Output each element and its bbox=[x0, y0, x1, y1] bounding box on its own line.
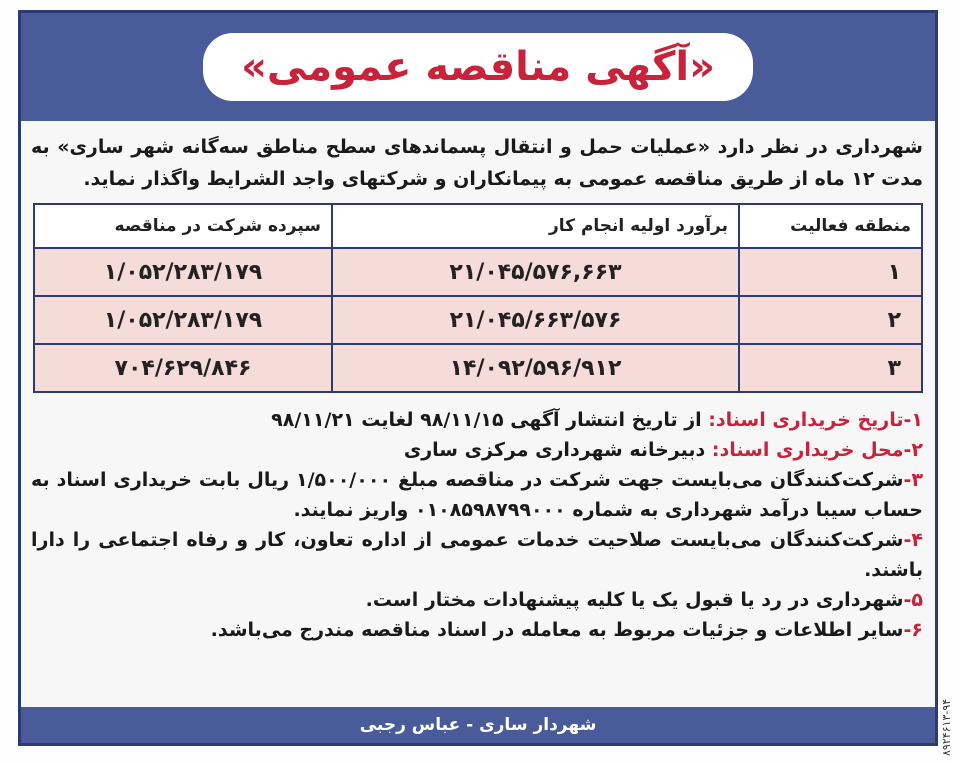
item-text: از تاریخ انتشار آگهی ۹۸/۱۱/۱۵ لغایت ۹۸/۱۱/۲۱ bbox=[271, 409, 702, 431]
item-label: محل خریداری اسناد: bbox=[705, 439, 904, 461]
cell-zone: ۲ bbox=[739, 296, 922, 344]
item-number: ۵- bbox=[903, 589, 923, 611]
ad-code: ۸۹۲۴۶۱۳-۹۴ bbox=[940, 698, 953, 756]
table-header-row bbox=[34, 204, 922, 248]
cell-estimate: ۱۴/۰۹۲/۵۹۶/۹۱۲ bbox=[332, 344, 739, 392]
list-item bbox=[31, 465, 923, 525]
header-estimate: برآورد اولیه انجام کار bbox=[332, 204, 739, 248]
item-text: شهرداری در رد یا قبول یک یا کلیه پیشنهادات مختار است. bbox=[365, 589, 904, 611]
list-item bbox=[31, 615, 923, 645]
item-number: ۶- bbox=[903, 619, 923, 641]
cell-zone: ۱ bbox=[739, 248, 922, 296]
header-banner bbox=[21, 13, 935, 121]
cell-deposit: ۱/۰۵۲/۲۸۳/۱۷۹ bbox=[34, 248, 332, 296]
table-row bbox=[34, 248, 922, 296]
ad-frame bbox=[18, 10, 938, 746]
item-number: ۱- bbox=[903, 409, 923, 431]
item-number: ۲- bbox=[903, 439, 923, 461]
cell-zone: ۳ bbox=[739, 344, 922, 392]
cell-deposit: ۱/۰۵۲/۲۸۳/۱۷۹ bbox=[34, 296, 332, 344]
table-row bbox=[34, 296, 922, 344]
item-text: شرکت‌کنندگان می‌بایست جهت شرکت در مناقصه مبلغ ۱/۵۰۰/۰۰۰ ریال بابت خریداری اسناد به حساب سیبا درآمد شهرداری به شماره ۰۱۰۸۵۹۸۷۹۹۰۰۰ واریز نمایند. bbox=[31, 469, 923, 521]
cell-estimate: ۲۱/۰۴۵/۵۷۶,۶۶۳ bbox=[332, 248, 739, 296]
item-number: ۴- bbox=[903, 529, 923, 551]
item-text: سایر اطلاعات و جزئیات مربوط به معامله در اسناد مناقصه مندرج می‌باشد. bbox=[210, 619, 904, 641]
header-deposit: سپرده شرکت در مناقصه bbox=[34, 204, 332, 248]
tender-table bbox=[33, 203, 923, 393]
intro-paragraph: شهرداری در نظر دارد «عملیات حمل و انتقال پسماندهای سطح مناطق سه‌گانه شهر ساری» به مدت ۱۲ ماه از طریق مناقصه عمومی به پیمانکاران و شرکتهای واجد الشرایط واگذار نماید. bbox=[31, 136, 923, 190]
table-row bbox=[34, 344, 922, 392]
header-zone: منطقه فعالیت bbox=[739, 204, 922, 248]
conditions-list bbox=[31, 405, 923, 645]
ad-title: «آگهی مناقصه عمومی» bbox=[203, 33, 753, 101]
item-text: شرکت‌کنندگان می‌بایست صلاحیت خدمات عمومی از اداره تعاون، کار و رفاه اجتماعی را دارا باشند. bbox=[31, 529, 923, 581]
list-item bbox=[31, 585, 923, 615]
item-number: ۳- bbox=[903, 469, 923, 491]
cell-deposit: ۷۰۴/۶۲۹/۸۴۶ bbox=[34, 344, 332, 392]
list-item bbox=[31, 525, 923, 585]
list-item bbox=[31, 435, 923, 465]
list-item bbox=[31, 405, 923, 435]
item-text: دبیرخانه شهرداری مرکزی ساری bbox=[403, 439, 706, 461]
signature-footer: شهردار ساری - عباس رجبی bbox=[21, 707, 935, 743]
cell-estimate: ۲۱/۰۴۵/۶۶۳/۵۷۶ bbox=[332, 296, 739, 344]
item-label: تاریخ خریداری اسناد: bbox=[701, 409, 904, 431]
